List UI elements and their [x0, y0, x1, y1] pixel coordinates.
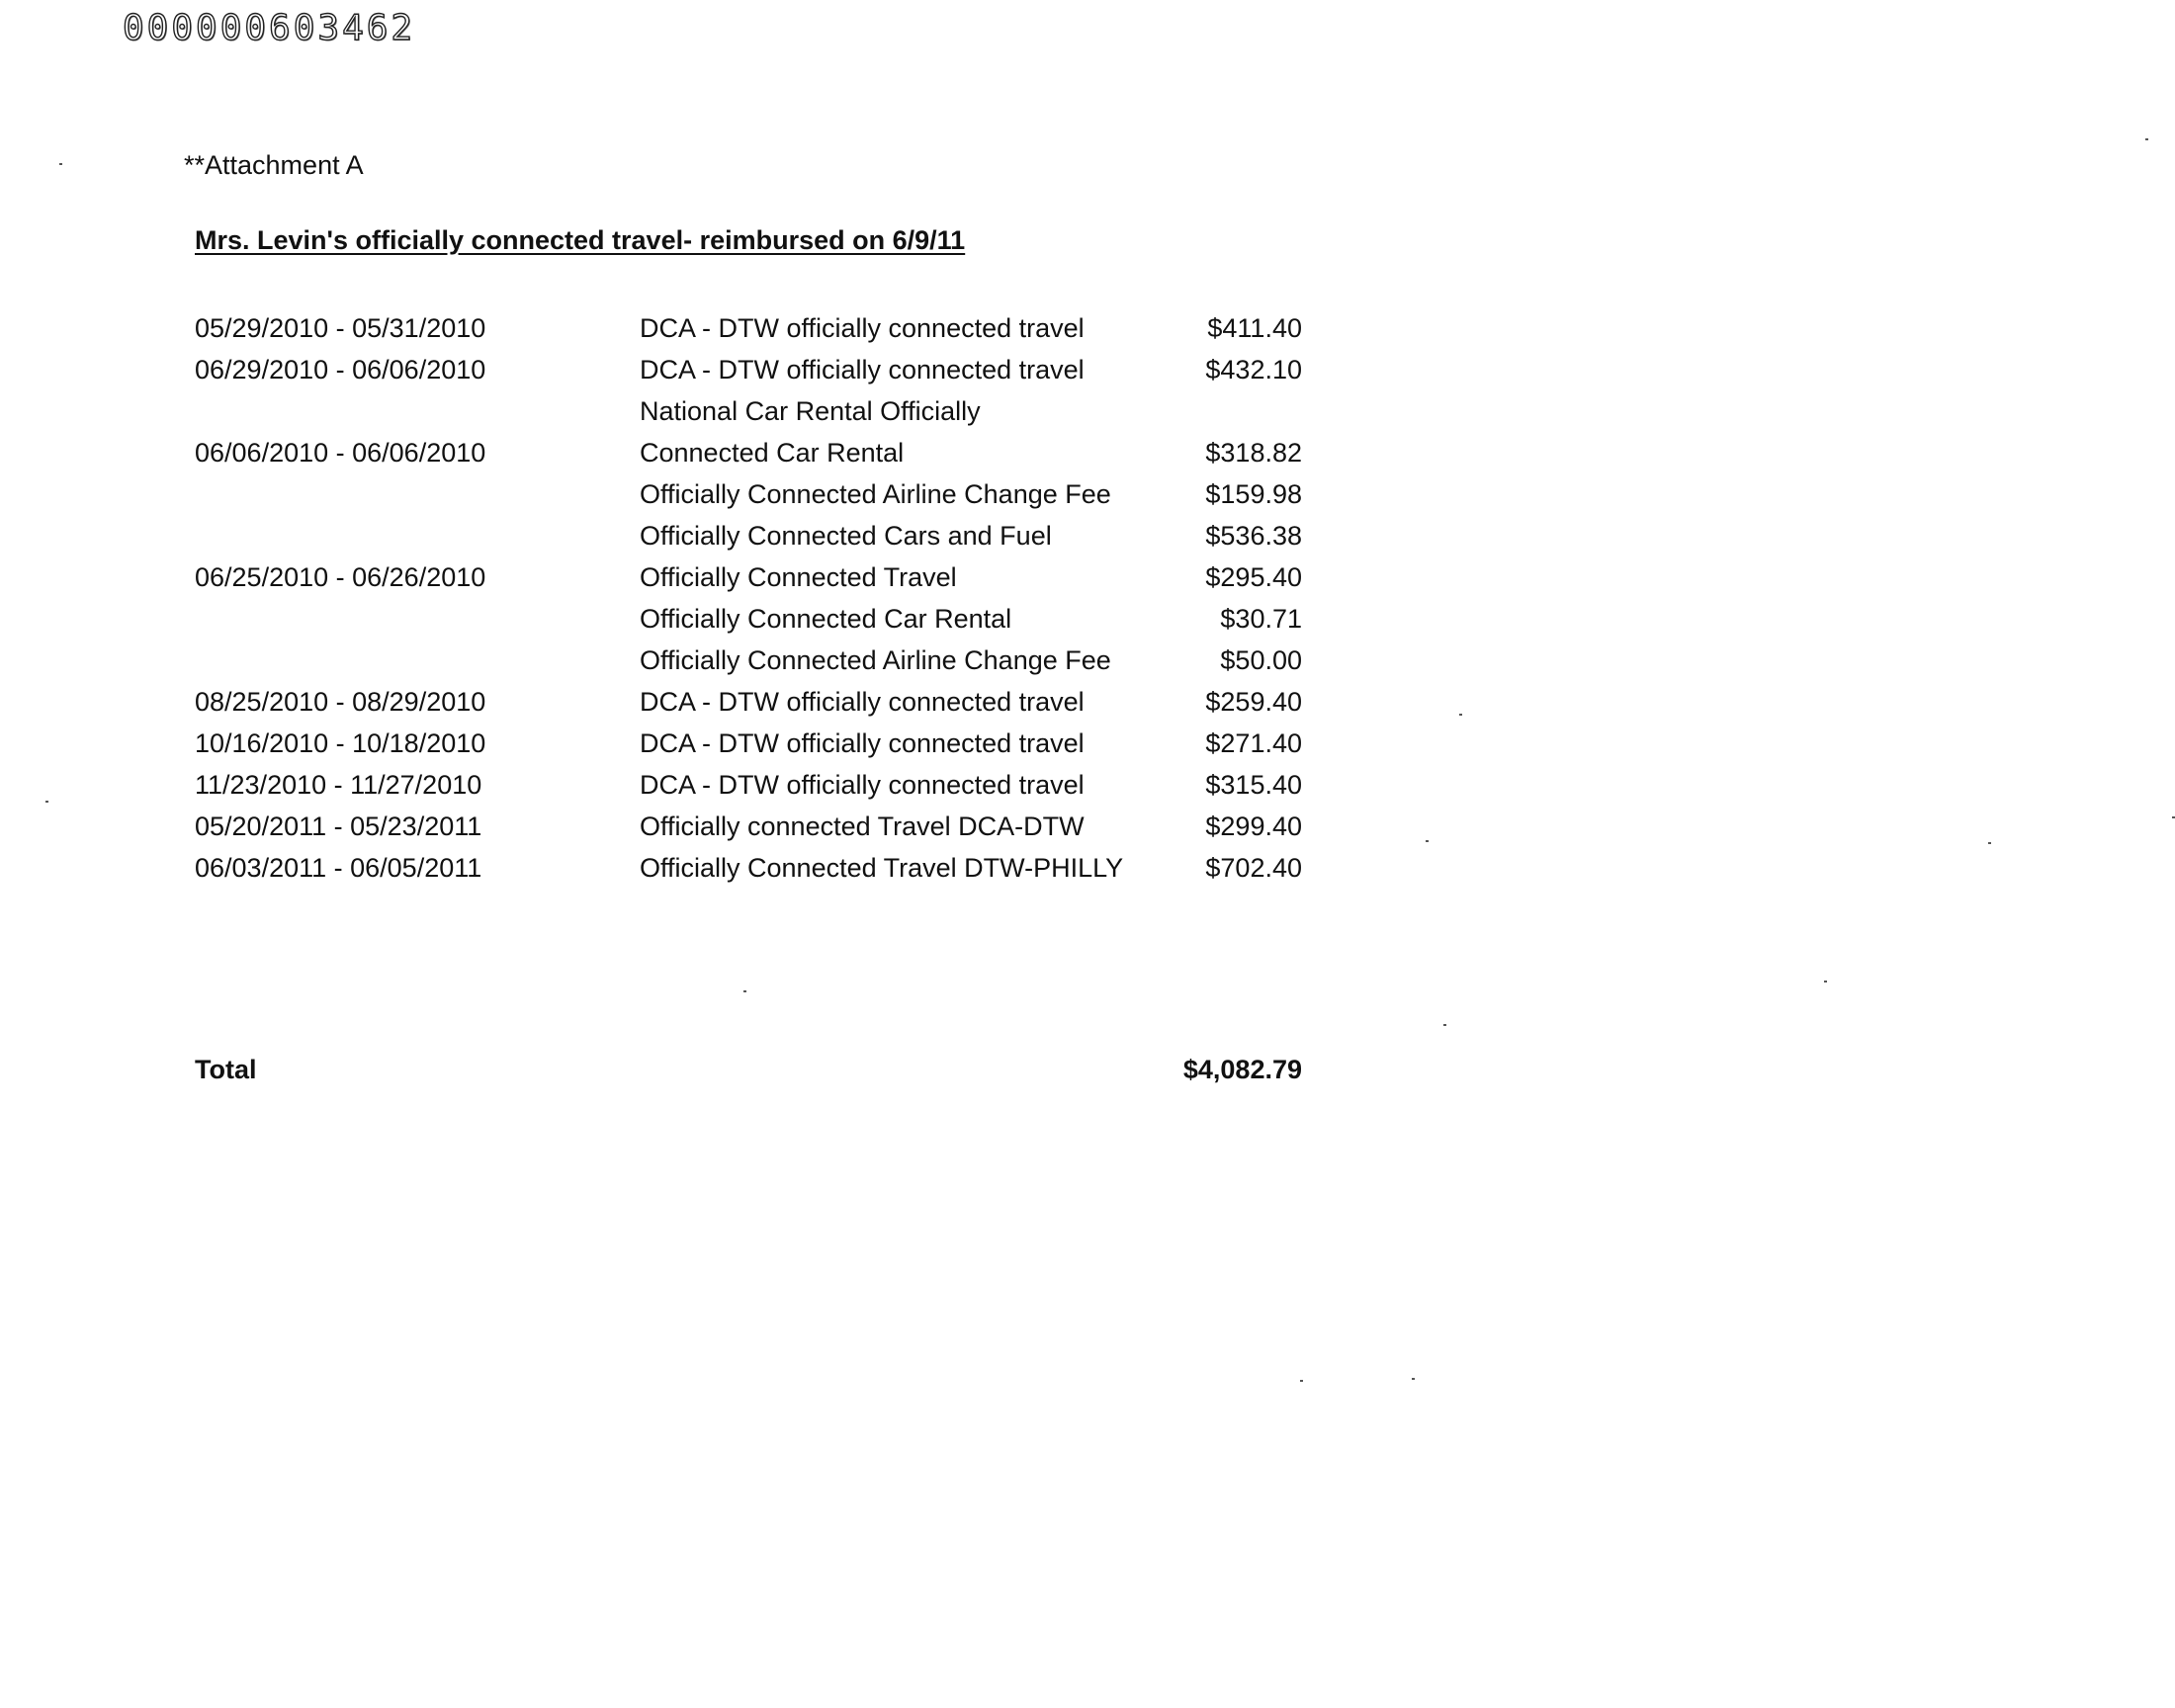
- table-row: [195, 598, 1302, 640]
- table-row: [195, 723, 1302, 764]
- scan-speck: [1443, 1024, 1446, 1026]
- row-description: Officially Connected Airline Change Fee: [640, 479, 1111, 509]
- scan-speck: [1459, 714, 1462, 716]
- row-amount: $315.40: [1205, 770, 1302, 800]
- total-label: Total: [195, 1055, 257, 1084]
- row-amount: $702.40: [1205, 853, 1302, 883]
- total-row: [195, 1055, 1302, 1085]
- scan-speck: [2145, 138, 2148, 140]
- row-description: [640, 390, 981, 473]
- row-date: 10/16/2010 - 10/18/2010: [195, 728, 486, 758]
- row-description-line1: National Car Rental Officially: [640, 396, 981, 426]
- row-amount: $299.40: [1205, 811, 1302, 841]
- row-description: DCA - DTW officially connected travel: [640, 355, 1085, 384]
- row-description: DCA - DTW officially connected travel: [640, 313, 1085, 343]
- row-amount: $432.10: [1205, 355, 1302, 384]
- row-amount: $159.98: [1205, 479, 1302, 509]
- row-description: DCA - DTW officially connected travel: [640, 770, 1085, 800]
- row-date: 06/25/2010 - 06/26/2010: [195, 562, 486, 592]
- row-date: 06/29/2010 - 06/06/2010: [195, 355, 486, 384]
- table-row: [195, 349, 1302, 390]
- row-date: 05/20/2011 - 05/23/2011: [195, 811, 482, 841]
- table-row: [195, 556, 1302, 598]
- table-row: [195, 847, 1302, 889]
- scan-speck: [1824, 981, 1827, 982]
- travel-table: [195, 307, 1302, 889]
- row-amount: $259.40: [1205, 687, 1302, 717]
- scan-speck: [743, 990, 746, 992]
- row-amount: $318.82: [1205, 438, 1302, 468]
- row-amount: $295.40: [1205, 562, 1302, 592]
- row-description-line2: Connected Car Rental: [640, 438, 905, 468]
- scan-speck: [1412, 1378, 1415, 1380]
- row-amount: $271.40: [1205, 728, 1302, 758]
- row-date: 06/06/2010 - 06/06/2010: [195, 438, 486, 468]
- row-description: Officially Connected Airline Change Fee: [640, 645, 1111, 675]
- table-row: [195, 640, 1302, 681]
- row-date: 11/23/2010 - 11/27/2010: [195, 770, 482, 800]
- table-row: [195, 390, 1302, 473]
- scan-speck: [1988, 842, 1991, 844]
- scan-speck: [1300, 1380, 1303, 1382]
- row-amount: $411.40: [1207, 313, 1302, 343]
- table-row: [195, 764, 1302, 806]
- row-amount: $536.38: [1205, 521, 1302, 551]
- attachment-label: **Attachment A: [184, 150, 364, 180]
- row-description: Officially Connected Car Rental: [640, 604, 1012, 634]
- page-title: Mrs. Levin's officially connected travel- reimbursed on 6/9/11: [195, 225, 966, 255]
- row-date: 08/25/2010 - 08/29/2010: [195, 687, 486, 717]
- document-id-stamp: 000000603462: [123, 8, 416, 48]
- row-amount: $30.71: [1220, 604, 1302, 634]
- row-description: Officially connected Travel DCA-DTW: [640, 811, 1085, 841]
- table-row: [195, 307, 1302, 349]
- table-row: [195, 806, 1302, 847]
- table-row: [195, 515, 1302, 556]
- row-description: Officially Connected Cars and Fuel: [640, 521, 1052, 551]
- row-date: 06/03/2011 - 06/05/2011: [195, 853, 482, 883]
- row-description: DCA - DTW officially connected travel: [640, 728, 1085, 758]
- total-amount: $4,082.79: [1182, 1055, 1302, 1084]
- scan-speck: [59, 163, 62, 165]
- row-date: 05/29/2010 - 05/31/2010: [195, 313, 486, 343]
- row-description: Officially Connected Travel: [640, 562, 957, 592]
- table-row: [195, 473, 1302, 515]
- row-description: DCA - DTW officially connected travel: [640, 687, 1085, 717]
- table-row: [195, 681, 1302, 723]
- row-amount: $50.00: [1220, 645, 1302, 675]
- scan-speck: [45, 801, 48, 803]
- row-description: Officially Connected Travel DTW-PHILLY: [640, 853, 1124, 883]
- scan-speck: [1426, 840, 1429, 842]
